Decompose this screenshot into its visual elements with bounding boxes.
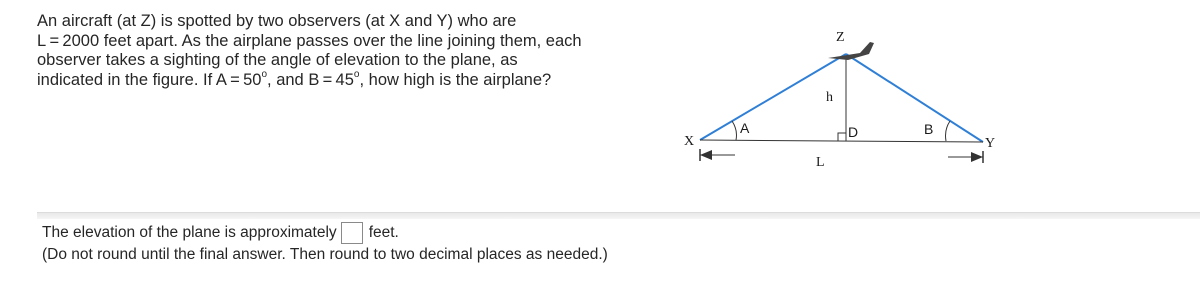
question-line-2: L = 2000 feet apart. As the airplane passes over the line joining them, each: [37, 31, 582, 50]
question-line-4-pre: indicated in the figure. If A = 50: [37, 70, 262, 89]
degree-symbol-b: o: [353, 69, 360, 80]
label-y: Y: [985, 136, 996, 151]
answer-input[interactable]: [341, 222, 363, 244]
side-xz: [700, 54, 846, 140]
triangle-figure: [660, 20, 1000, 180]
triangle-diagram: [660, 20, 1000, 180]
section-divider: [37, 212, 1200, 219]
angle-b-arc: [946, 121, 951, 141]
question-line-1: An aircraft (at Z) is spotted by two observers (at X and Y) who are: [37, 12, 517, 30]
question-line-3: observer takes a sighting of the angle of elevation to the plane, as: [37, 51, 518, 69]
right-angle-marker: [838, 133, 846, 141]
question-line-4: [37, 71, 677, 91]
side-zy: [846, 54, 983, 142]
question-line-4-post: , how high is the airplane?: [359, 70, 552, 89]
ground-line: [700, 140, 983, 142]
answer-row: [42, 222, 399, 244]
degree-symbol-a: o: [261, 69, 268, 80]
answer-prefix: The elevation of the plane is approximately: [42, 224, 337, 241]
dimension-arrow-right-icon: [971, 152, 983, 162]
airplane-icon: [828, 42, 874, 60]
label-h: h: [826, 90, 833, 105]
answer-suffix: feet.: [368, 224, 399, 241]
label-l: L: [816, 155, 825, 170]
label-z: Z: [836, 30, 845, 45]
rounding-note: (Do not round until the final answer. Then round to two decimal places as needed.): [42, 246, 608, 263]
label-x: X: [684, 134, 695, 149]
label-b: B: [924, 121, 934, 137]
label-a: A: [740, 120, 750, 136]
question-line-4-mid: , and B = 45: [267, 70, 354, 89]
angle-a-arc: [732, 121, 737, 140]
label-d: D: [848, 124, 859, 140]
dimension-arrow-left-icon: [700, 150, 712, 160]
question-text: [37, 12, 677, 90]
